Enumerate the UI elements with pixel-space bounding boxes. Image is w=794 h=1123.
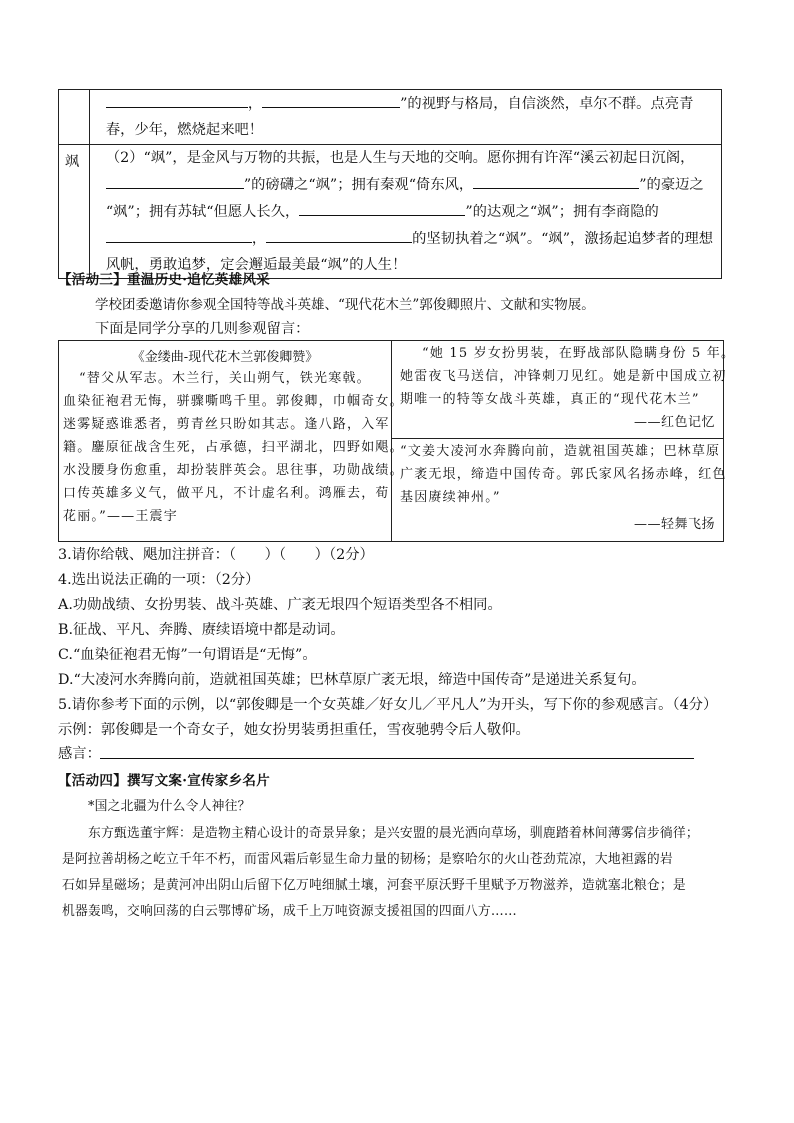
answer-label: 感言： — [58, 746, 101, 762]
table-row: ， ”的视野与格局，自信淡然，卓尔不群。点亮青 春，少年，燃烧起来吧！ — [59, 90, 722, 145]
message-qingwu — [392, 439, 727, 541]
poem-line: 籍。鏖原征战含生死，占承德，扫平湖北，四野如飓。 — [63, 440, 404, 455]
message-author: ——轻舞飞扬 — [633, 517, 715, 532]
message-line: “文姜大凌河水奔腾向前，造就祖国英雄；巴林草原 — [400, 444, 721, 459]
option-b[interactable]: B.征战、平凡、奔腾、赓续语境中都是动词。 — [58, 622, 345, 638]
fill-blank[interactable] — [473, 171, 639, 189]
fill-blank[interactable] — [262, 90, 400, 108]
message-line: 她雷夜飞马送信，冲锋刺刀见红。她是新中国成立初 — [400, 369, 727, 384]
fill-blank[interactable] — [106, 225, 252, 243]
answer-line[interactable] — [100, 758, 694, 759]
activity3-intro2: 下面是同学分享的几则参观留言： — [95, 321, 310, 337]
activity4-title: 【活动四】撰写文案·宣传家乡名片 — [58, 773, 270, 789]
message-red-memory — [392, 341, 736, 439]
poem-line: “替父从军志。木兰行，关山朔气，铁光寒戟。 — [79, 371, 371, 386]
fill-blank[interactable] — [266, 225, 412, 243]
activity3-title: 【活动三】重温历史·追忆英雄风采 — [58, 272, 270, 288]
prose-line: 石如异星磁场；是黄河冲出阴山后留下亿万吨细腻土壤，河套平原沃野千里赋予万物滋养，造就塞北粮仓；是 — [62, 878, 686, 893]
prose-line: 机器轰鸣，交响回荡的白云鄂博矿场，成千上万吨资源支援祖国的四面八方…… — [62, 904, 517, 919]
poem-title: 《金缕曲-现代花木兰郭俊卿赞》 — [131, 350, 319, 365]
question-5-example: 示例：郭俊卿是一个奇女子，她女扮男装勇担重任，雪夜驰骋令后人敬仰。 — [58, 722, 530, 738]
message-line: 期唯一的特等女战斗英雄，真正的“现代花木兰” — [400, 392, 700, 407]
message-line: 广袤无垠，缔造中国传奇。郭氏家风名扬赤峰，红色 — [400, 467, 727, 482]
message-table — [58, 340, 736, 542]
poem-line: 血染征袍君无悔，骈骤嘶鸣千里。郭俊卿，巾帼奇女。 — [63, 394, 404, 409]
question-5: 5.请你参考下面的示例，以“郭俊卿是一个女英雄／好女儿／平凡人”为开头，写下你的参观感言。（4分） — [58, 697, 718, 713]
poem-line: 迷雾疑惑谁悉者，剪青丝只盼如其志。逢八路，入军 — [63, 417, 390, 432]
prose-line: 是阿拉善胡杨之屹立千年不朽，而雷风霜后彰显生命力量的韧杨；是察哈尔的火山苍劲荒凉，大地袒露的岩 — [62, 852, 673, 867]
question-3: 3.请你给戟、飓加注拼音：（ ）（ ）（2分） — [58, 547, 374, 563]
poetry-fill-table — [58, 89, 722, 279]
fill-blank[interactable] — [299, 198, 465, 216]
message-author: ——红色记忆 — [633, 415, 715, 430]
option-c[interactable]: C.“血染征袍君无悔”一句谓语是“无悔”。 — [58, 647, 317, 663]
activity4-prompt: *国之北疆为什么令人神往？ — [88, 799, 251, 814]
row-label: 飒 — [59, 145, 90, 279]
poem-line: 水没腰身伤愈重，却扮装胖英会。思往事，功勋战绩。 — [63, 463, 404, 478]
question-4: 4.选出说法正确的一项：（2分） — [58, 572, 260, 588]
poem-line: 花丽。”——王震宇 — [63, 509, 178, 524]
table-row: 飒 （2）“飒”，是金风与万物的共振，也是人生与天地的交响。愿你拥有许浑“溪云初起日沉阁， ”的磅礴之“飒”；拥有秦观“倚东风， ”的豪迈之 “飒”；拥有苏轼“但愿人长久， ”的达观之“飒”；拥有李商隐的 ， 的坚韧执着之“飒”。“飒”，激扬起追梦者的理想 风帆，勇敢追梦，定会邂逅最美最“飒”的人生！ — [59, 145, 722, 279]
message-line: “她 15 岁女扮男装，在野战部队隐瞒身份 5 年。 — [422, 346, 736, 361]
fill-blank[interactable] — [106, 90, 248, 108]
prose-line: 东方甄选董宇辉：是造物主精心设计的奇景异象；是兴安盟的晨光洒向草场，驯鹿踏着林间薄雾信步徜徉； — [88, 826, 699, 841]
fill-blank[interactable] — [106, 171, 244, 189]
poem-line: 口传英雄多义气，做平凡，不计虚名利。鸿雁去，荀 — [63, 486, 390, 501]
message-line: 基因赓续神州。” — [400, 490, 501, 505]
option-d[interactable]: D.“大凌河水奔腾向前，造就祖国英雄；巴林草原广袤无垠，缔造中国传奇”是递进关系复句。 — [58, 672, 646, 688]
activity3-intro: 学校团委邀请你参观全国特等战斗英雄、“现代花木兰”郭俊卿照片、文献和实物展。 — [95, 297, 595, 313]
option-a[interactable]: A.功勋战绩、女扮男装、战斗英雄、广袤无垠四个短语类型各不相同。 — [58, 597, 502, 613]
message-poem — [59, 341, 404, 541]
